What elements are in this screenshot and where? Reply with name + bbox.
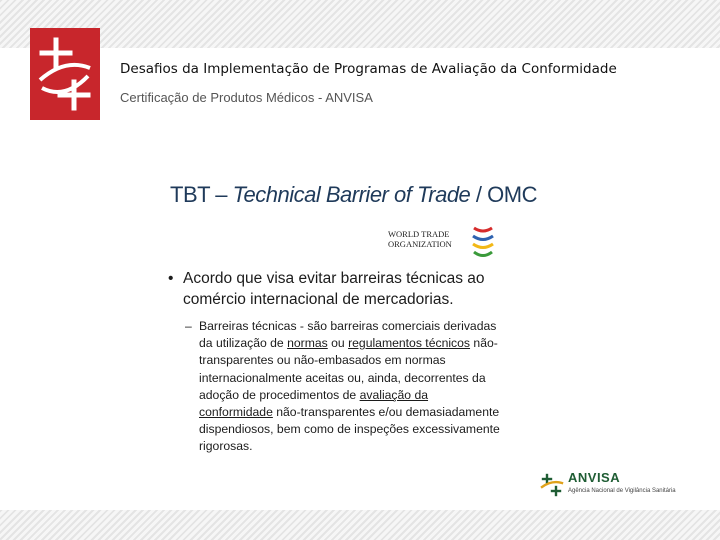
bottom-pattern-band bbox=[0, 510, 720, 540]
underlined-avaliacao: avaliação da conformidade bbox=[199, 387, 429, 420]
sub-text-part2: ou bbox=[327, 336, 349, 351]
sub-bullet bbox=[185, 318, 505, 456]
header-title: Desafios da Implementação de Programas de Avaliação da Conformidade bbox=[120, 61, 617, 77]
anvisa-footer-logo bbox=[540, 470, 680, 502]
anvisa-name: ANVISA bbox=[568, 470, 621, 485]
main-bullet bbox=[168, 268, 498, 310]
anvisa-emblem-icon bbox=[30, 28, 100, 120]
slide-title-suffix: / OMC bbox=[470, 182, 537, 207]
wto-text bbox=[388, 229, 452, 249]
sub-text-part4: não-transparentes e/ou demasiadamente dispendiosos, bem como de inspeções excessivamente rigorosas. bbox=[199, 405, 500, 454]
underlined-regulamentos: regulamentos técnicos bbox=[348, 336, 471, 351]
wto-globe-icon bbox=[470, 222, 496, 264]
top-pattern-band bbox=[0, 0, 720, 48]
wto-line2: ORGANIZATION bbox=[388, 239, 452, 249]
anvisa-subtitle: Agência Nacional de Vigilância Sanitária bbox=[568, 488, 676, 494]
sub-bullet-text bbox=[199, 318, 505, 456]
wto-line1: WORLD TRADE bbox=[388, 229, 450, 239]
main-bullet-text: Acordo que visa evitar barreiras técnicas ao comércio internacional de mercadorias. bbox=[183, 270, 485, 308]
wto-logo bbox=[388, 222, 498, 266]
sub-text-part1: Barreiras técnicas - são barreiras comerciais derivadas da utilização de bbox=[199, 319, 497, 351]
slide-title-italic: Technical Barrier of Trade bbox=[232, 182, 471, 207]
underlined-normas: normas bbox=[287, 336, 328, 351]
bullet-dot: • bbox=[168, 270, 174, 287]
header-subtitle: Certificação de Produtos Médicos - ANVISA bbox=[120, 90, 373, 105]
slide-title bbox=[170, 182, 537, 208]
sub-text-part3: não-transparentes ou não-embasados em normas internacionalmente aceitas ou, ainda, decorrentes da adoção de procedimentos de bbox=[199, 336, 498, 402]
anvisa-cross-icon bbox=[540, 472, 564, 498]
slide-title-prefix: TBT – bbox=[170, 182, 233, 207]
sub-bullet-dash: – bbox=[185, 319, 192, 333]
